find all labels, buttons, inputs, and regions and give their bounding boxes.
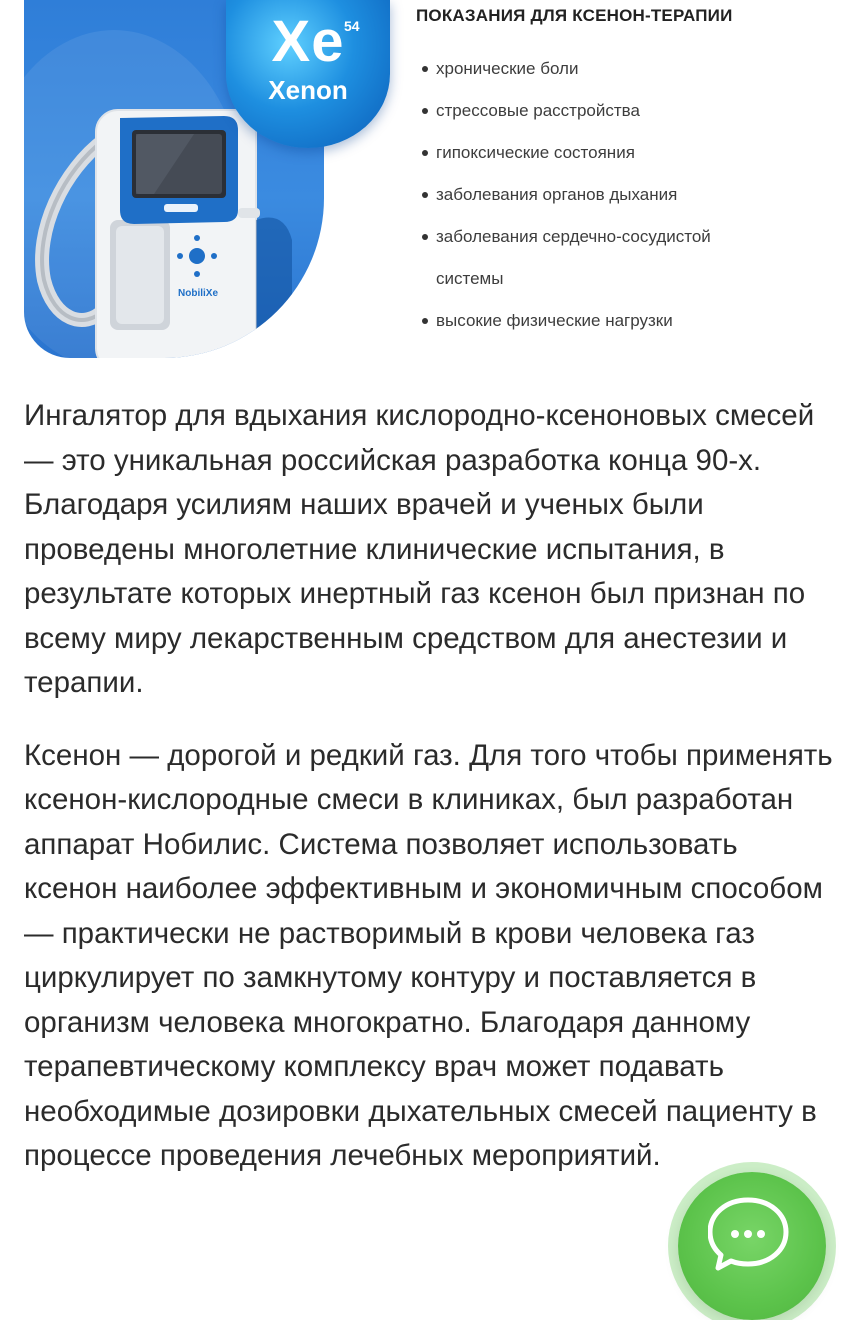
device-brand-label: NobiliXe bbox=[178, 288, 219, 299]
indication-item: заболевания сердечно-сосудистой bbox=[416, 216, 846, 258]
indication-item-continuation: системы bbox=[436, 269, 504, 288]
article-paragraph: Ксенон — дорогой и редкий газ. Для того чтобы применять ксенон-кислородные смеси в клиниках, был разработан аппарат Нобилис. Система позволяет использовать ксенон наиболее эффективным и экономичным способом — практически не растворимый в крови человека газ циркулирует по замкнутому контуру и поставляется в организм человека многократно. Благодаря данному терапевтическому комплексу врач может подавать необходимые дозировки дыхательных смесей пациенту в процессе проведения лечебных мероприятий. bbox=[24, 738, 833, 1172]
element-name: Xenon bbox=[268, 75, 348, 105]
article-body bbox=[24, 394, 836, 1207]
element-symbol: Xe bbox=[271, 9, 345, 74]
indication-item: заболевания органов дыхания bbox=[416, 174, 846, 216]
hero-banner bbox=[0, 0, 860, 370]
indications-list bbox=[416, 48, 846, 342]
indication-item: стрессовые расстройства bbox=[416, 90, 846, 132]
indication-item: гипоксические состояния bbox=[416, 132, 846, 174]
indication-item: высокие физические нагрузки bbox=[416, 300, 846, 342]
chat-bubbles-icon bbox=[708, 1194, 796, 1274]
xenon-element-badge bbox=[226, 0, 390, 148]
article-paragraph: Ингалятор для вдыхания кислородно-ксеноновых смесей — это уникальная российская разработка конца 90-х. Благодаря усилиям наших врачей и ученых были проведены многолетние клинические испытания, в результате которых инертный газ ксенон был признан по всему миру лекарственным средством для анестезии и терапии. bbox=[24, 399, 815, 699]
chat-button[interactable] bbox=[678, 1172, 826, 1320]
indications-block bbox=[416, 6, 846, 342]
indication-item: хронические боли bbox=[416, 48, 846, 90]
atomic-number: 54 bbox=[344, 18, 360, 34]
indications-title: ПОКАЗАНИЯ ДЛЯ КСЕНОН-ТЕРАПИИ bbox=[416, 6, 733, 25]
